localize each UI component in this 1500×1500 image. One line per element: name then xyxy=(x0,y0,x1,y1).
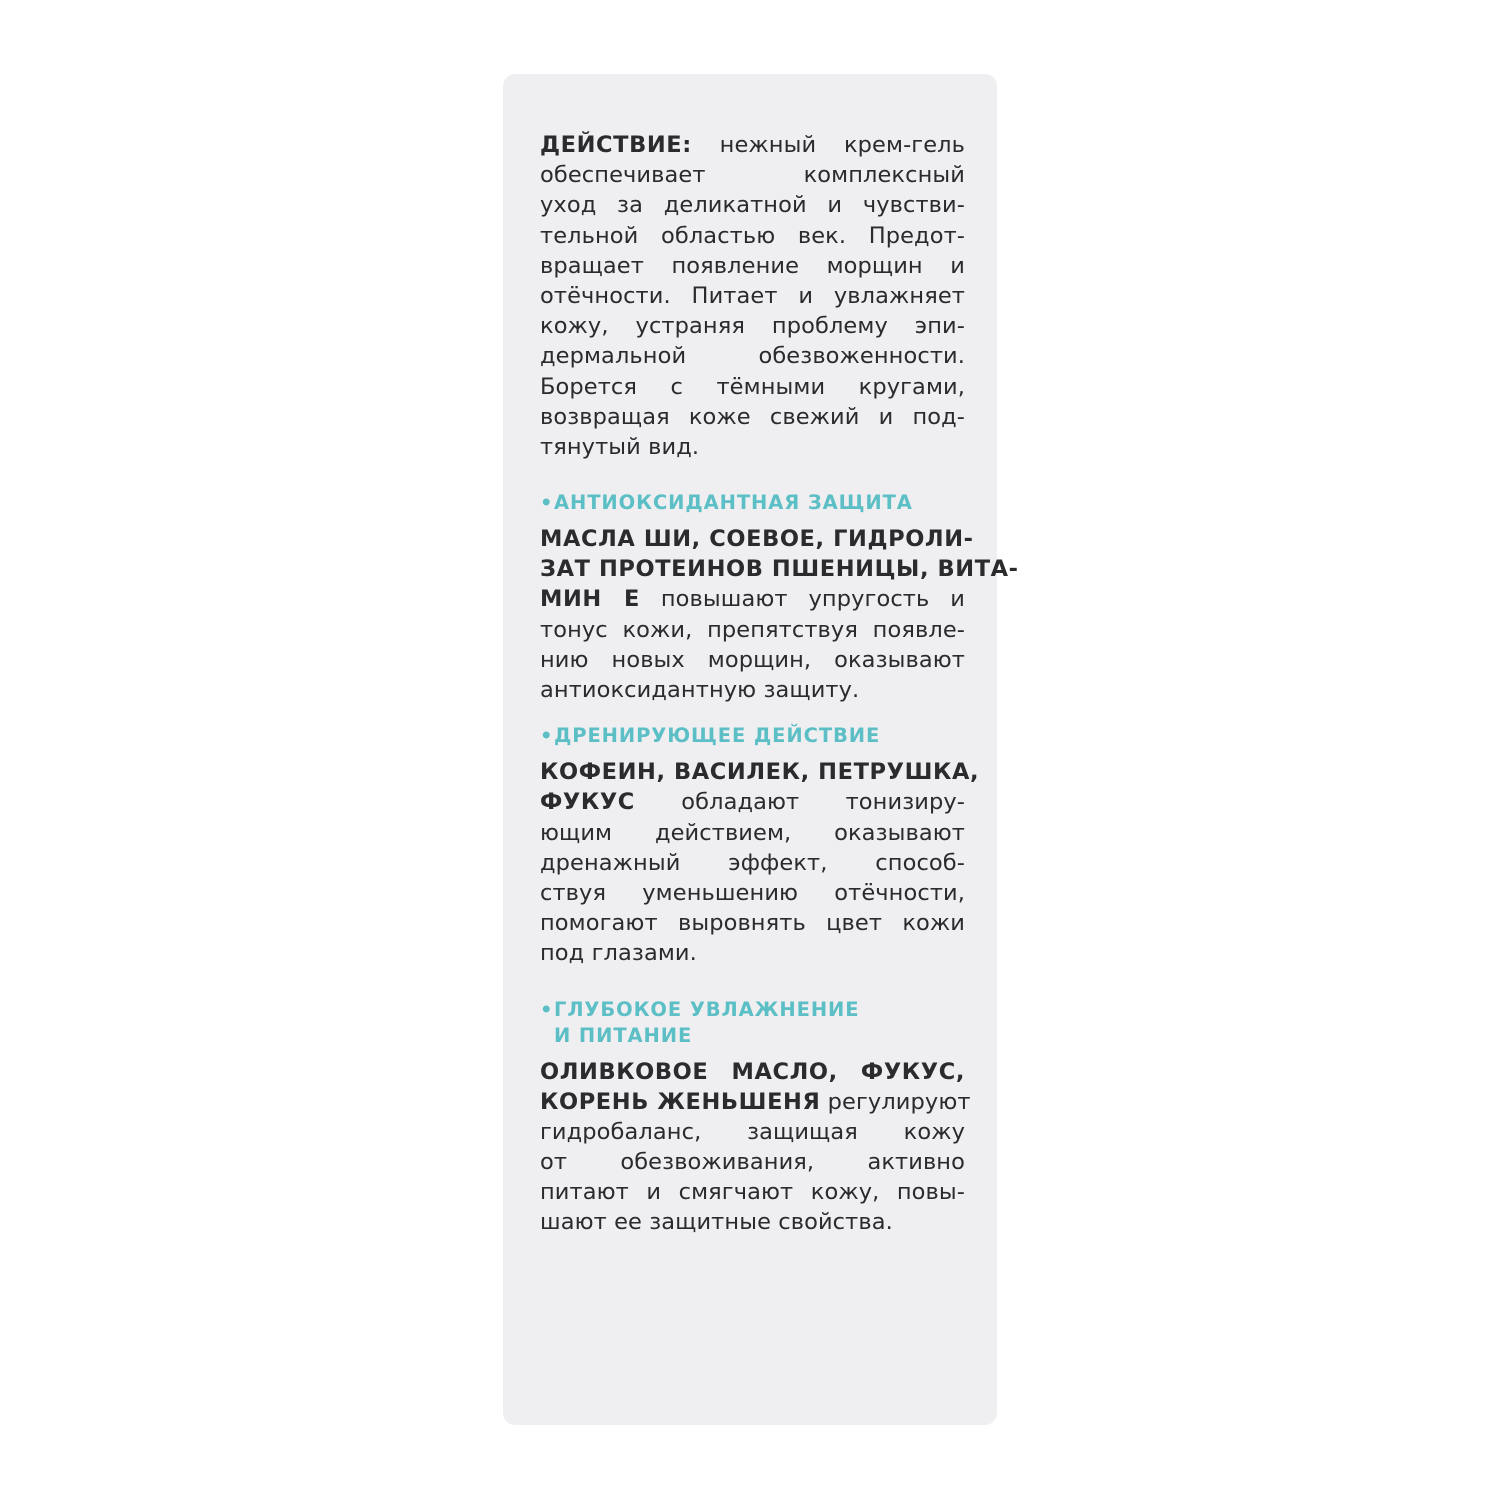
bullet-icon: • xyxy=(540,997,554,1021)
section-line: антиоксидантную защиту. xyxy=(540,677,860,703)
section-line: нию новых морщин, оказывают xyxy=(540,646,965,673)
section-line: помогают выровнять цвет кожи xyxy=(540,910,965,937)
section-heading-hydration: •ГЛУБОКОЕ УВЛАЖНЕНИЕ xyxy=(540,997,860,1021)
section-line: под глазами. xyxy=(540,940,697,967)
section-line: КОРЕНЬ ЖЕНЬШЕНЯ регулируют xyxy=(540,1088,971,1115)
section-line: МИН Е повышают упругость и xyxy=(540,586,965,613)
ingredients-line: МАСЛА ШИ, СОЕВОЕ, ГИДРОЛИ- xyxy=(540,526,974,553)
section-heading-antioxidant: •АНТИОКСИДАНТНАЯ ЗАЩИТА xyxy=(540,491,913,515)
section-heading-drainage: •ДРЕНИРУЮЩЕЕ ДЕЙСТВИЕ xyxy=(540,724,881,748)
ingredients-line: ЗАТ ПРОТЕИНОВ ПШЕНИЦЫ, ВИТА- xyxy=(540,556,1019,583)
bullet-icon: • xyxy=(540,724,554,748)
section-line: шают ее защитные свойства. xyxy=(540,1209,893,1236)
section-line: дренажный эффект, способ- xyxy=(540,849,965,876)
intro-label: ДЕЙСТВИЕ: xyxy=(540,132,692,158)
ingredients-line: КОФЕИН, ВАСИЛЕК, ПЕТРУШКА, xyxy=(540,759,980,786)
intro-line: отёчности. Питает и увлажняет xyxy=(540,282,965,309)
description-panel xyxy=(503,74,1019,1425)
intro-line: тельной областью век. Предот- xyxy=(540,222,965,249)
section-line: от обезвоживания, активно xyxy=(540,1149,965,1176)
intro-line: ДЕЙСТВИЕ: нежный крем-гель xyxy=(540,132,965,158)
intro-line: дермальной обезвоженности. xyxy=(540,343,965,370)
section-line: гидробаланс, защищая кожу xyxy=(540,1118,965,1145)
intro-line: возвращая коже свежий и под- xyxy=(540,403,965,430)
section-line: ствуя уменьшению отёчности, xyxy=(540,879,965,906)
section-line: ющим действием, оказывают xyxy=(540,819,965,846)
section-line: ФУКУС обладают тонизиру- xyxy=(540,789,965,816)
ingredients-line: ОЛИВКОВОЕ МАСЛО, ФУКУС, xyxy=(540,1058,965,1085)
intro-line: обеспечивает комплексный xyxy=(540,162,965,189)
intro-line: Борется с тёмными кругами, xyxy=(540,373,965,400)
description-text xyxy=(540,130,1019,1238)
section-line: питают и смягчают кожу, повы- xyxy=(540,1179,965,1206)
intro-line: кожу, устраняя проблему эпи- xyxy=(540,313,965,340)
section-line: тонус кожи, препятствуя появле- xyxy=(540,616,965,643)
intro-line: тянутый вид. xyxy=(540,433,700,460)
intro-line: уход за деликатной и чувстви- xyxy=(540,192,965,219)
intro-line: вращает появление морщин и xyxy=(540,252,965,279)
section-heading-hydration-line2: И ПИТАНИЕ xyxy=(554,1023,693,1047)
bullet-icon: • xyxy=(540,491,554,515)
